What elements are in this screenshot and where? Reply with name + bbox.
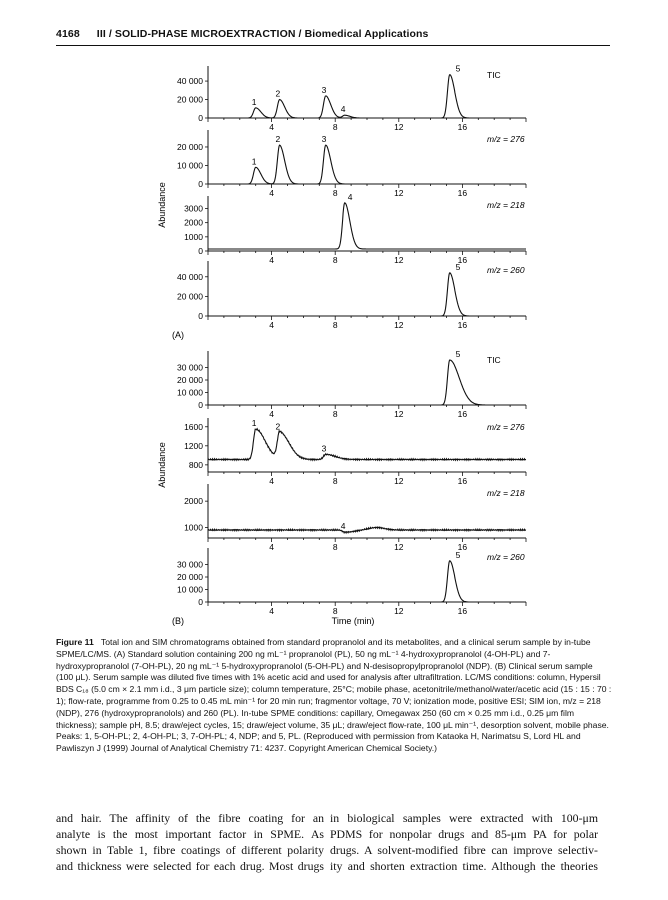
x-tick-label: 8 [332,122,338,132]
peak-label: 2 [275,421,281,432]
body-line: drugs. A solvent-modified fibre can improve selectiv- [330,843,598,857]
x-tick-label: 4 [269,188,274,198]
y-tick-label: 30 000 [177,559,203,570]
y-tick-label: 0 [198,311,203,321]
chromatogram-trace [208,273,526,316]
panel-label-b: (B) [172,616,184,626]
x-tick-label: 4 [269,409,274,419]
y-tick-label: 0 [198,597,203,607]
x-tick-label: 16 [457,255,468,265]
y-tick-label: 40 000 [177,76,203,87]
x-tick-label: 4 [269,542,274,552]
peak-label: 2 [275,134,281,145]
y-tick-label: 800 [188,459,203,470]
y-tick-label: 1000 [184,522,203,533]
body-line: shown in Table 1, fibre coatings of different polarity [56,843,324,857]
signal-label: m/z = 260 [487,552,525,562]
y-tick-label: 20 000 [177,375,203,385]
body-line: in biological samples were extracted with 100-μm [330,811,598,825]
panel-label-a: (A) [172,330,184,340]
body-line: PDMS for nonpolar drugs and 85-μm PA for polar [330,827,598,841]
y-tick-label: 1600 [184,421,203,432]
y-tick-label: 10 000 [177,387,203,398]
chromatogram-trace [208,429,526,460]
y-tick-label: 20 000 [177,572,203,582]
x-tick-label: 12 [394,122,404,132]
x-tick-label: 12 [394,255,404,265]
signal-label: TIC [487,70,501,80]
x-tick-label: 4 [269,122,274,132]
signal-label: m/z = 276 [487,422,525,432]
signal-label: m/z = 218 [487,488,525,498]
signal-label: TIC [487,355,501,365]
x-tick-label: 12 [394,320,404,330]
y-tick-label: 40 000 [177,271,203,282]
x-tick-label: 8 [332,606,338,616]
running-title: III / SOLID-PHASE MICROEXTRACTION / Biomedical Applications [96,28,429,40]
x-tick-label: 16 [457,188,468,198]
y-tick-label: 2000 [184,496,203,507]
y-tick-label: 0 [198,400,203,410]
x-tick-label: 4 [269,320,274,330]
x-tick-label: 8 [332,255,338,265]
body-line: analyte is the most important factor in SPME. As [56,827,324,841]
y-tick-label: 20 000 [177,94,203,105]
x-tick-label: 8 [332,188,338,198]
peak-label: 5 [455,549,461,560]
peak-label: 2 [275,88,281,99]
x-tick-label: 8 [332,542,338,552]
x-tick-label: 4 [269,476,274,486]
y-tick-label: 20 000 [177,291,203,302]
peak-label: 3 [321,443,327,454]
body-line: and hair. The affinity of the fibre coating for an [56,811,324,825]
x-tick-label: 16 [457,122,468,132]
y-tick-label: 30 000 [177,362,203,373]
y-tick-label: 1000 [184,231,203,242]
peak-label: 1 [251,96,257,107]
x-tick-label: 16 [457,542,468,552]
x-tick-label: 16 [457,606,468,616]
figure-caption [56,637,612,755]
signal-label: m/z = 260 [487,265,525,275]
peak-label: 5 [455,349,461,359]
body-line: ity and shorten extraction time. Although the theories [330,859,598,873]
peak-label: 4 [340,104,346,115]
body-left-column [56,810,324,874]
body-right-column [330,810,598,874]
signal-label: m/z = 276 [487,134,525,144]
x-tick-label: 12 [394,476,404,486]
x-tick-label: 16 [457,476,468,486]
caption-label: Figure 11 [56,637,94,647]
x-tick-label: 4 [269,255,274,265]
x-tick-label: 4 [269,606,274,616]
body-line: and thickness were selected for each drug. Most drugs [56,859,324,873]
y-tick-label: 10 000 [177,160,203,171]
peak-label: 3 [321,84,327,95]
peak-label: 4 [347,191,353,202]
y-tick-label: 0 [198,179,203,189]
page-number: 4168 [56,28,80,40]
peak-label: 4 [340,521,346,532]
x-tick-label: 8 [332,409,338,419]
y-tick-label: 20 000 [177,141,203,152]
x-tick-label: 8 [332,320,338,330]
ylabel-a: Abundance [157,182,167,228]
x-tick-label: 12 [394,542,404,552]
peak-label: 5 [455,261,461,272]
y-tick-label: 3000 [184,203,203,214]
y-tick-label: 0 [198,246,203,256]
y-tick-label: 2000 [184,217,203,228]
x-tick-label: 8 [332,476,338,486]
peak-label: 1 [251,156,257,167]
chromatogram-trace [208,527,526,533]
x-tick-label: 16 [457,320,468,330]
x-tick-label: 12 [394,188,404,198]
peak-label: 3 [321,134,327,145]
x-tick-label: 12 [394,606,404,616]
chromatogram-trace [208,203,526,249]
y-tick-label: 10 000 [177,584,203,595]
chromatogram-trace [208,360,526,405]
peak-label: 1 [251,418,257,429]
peak-label: 5 [455,63,461,74]
caption-text: Total ion and SIM chromatograms obtained from standard propranolol and its metabolites, and a clinical serum sample by in-tube SPME/LC/MS. (A) Standard solution containing 200 ng mL⁻¹ propranolol (PL), 50 ng mL⁻¹ 4-hydroxypropranolol (4-OH-PL) and 7-hydroxypropranolol (7-OH-PL), 20 ng mL⁻¹ 5-hydroxypropranolol (5-OH-PL) and N-desisopropylpropranolol (NDP). (B) Clinical serum sample (100 μL). Serum sample was diluted five times with 1% acetic acid and used for analysis after ultrafiltration. LC/MS conditions: column, Hypersil BDS C₁₈ (5.0 cm × 2.1 mm i.d., 3 μm particle size); column temperature, 25°C; mobile phase, acetonitrile/methanol/water/acetic acid (15 : 15 : 70 : 1); flow-rate, programme from 0.25 to 0.45 mL min⁻¹ for 20 min run; fragmentor voltage, 70 V; ionization mode, positive ESI; SIM ion, m/z = 218 (NDP), 276 (hydroxypropranolols) and 260 (PL). In-tube SPME conditions: capillary, Omegawax 250 (60 cm × 0.25 mm i.d., 0.25 μm film thickness); sample pH, 8.5; draw/eject cycles, 15; draw/eject volume, 35 μL; draw/eject flow-rate, 100 μL min⁻¹, desorption solvent, mobile phase. Peaks: 1, 5-OH-PL; 2, 4-OH-PL; 3, 7-OH-PL; 4, NDP; and 5, PL. (Reproduced with permission from Kataoka H, Narimatsu S, Lord HL and Pawliszyn J (1999) Journal of Analytical Chemistry 71: 4237. Copyright American Chemical Society.) [56,637,612,754]
x-tick-label: 12 [394,409,404,419]
chromatogram-trace [208,561,526,602]
x-tick-label: 16 [457,409,468,419]
signal-label: m/z = 218 [487,200,525,210]
y-tick-label: 1200 [184,440,203,451]
ylabel-b: Abundance [157,442,167,488]
y-tick-label: 0 [198,113,203,123]
chromatogram-plots [177,64,526,616]
xlabel: Time (min) [331,616,375,626]
